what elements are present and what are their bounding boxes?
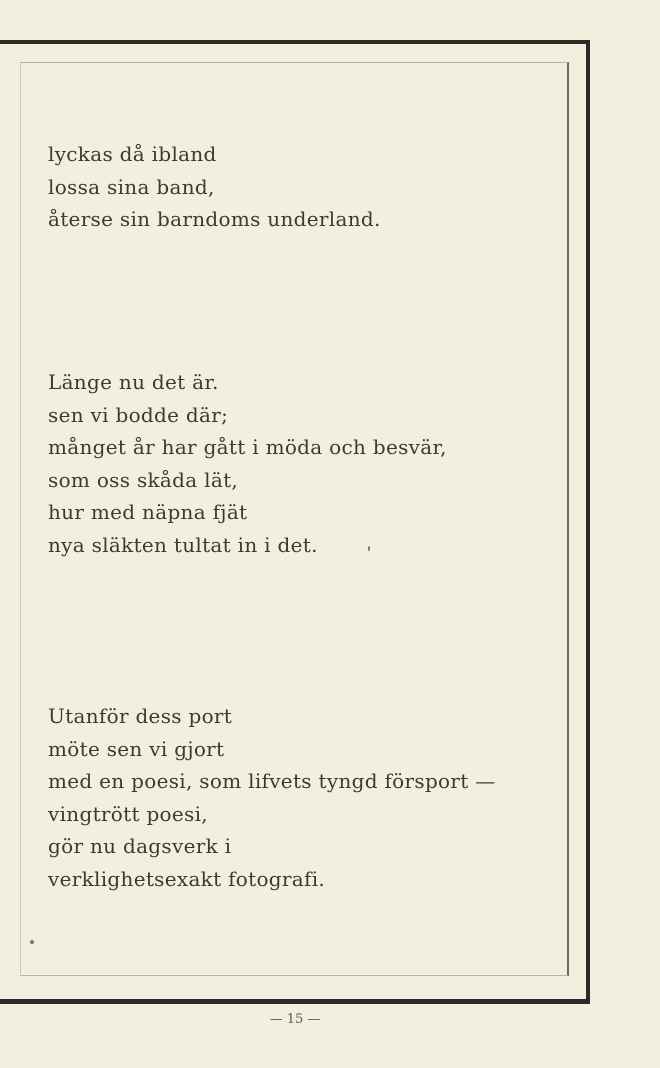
ink-speck <box>30 940 34 944</box>
stanza-1 <box>48 138 381 236</box>
ink-speck <box>368 546 370 551</box>
poem-line: månget år har gått i möda och besvär, <box>48 435 447 459</box>
stanza-2 <box>48 366 447 561</box>
poem-line: sen vi bodde där; <box>48 402 229 427</box>
page-number: — 15 — <box>269 1012 321 1027</box>
poem-line: verklighetsexakt fotografi. <box>48 866 326 891</box>
poem-line: möte sen vi gjort <box>48 736 225 761</box>
poem-line: vingtrött poesi, <box>48 801 208 826</box>
poem-line: lossa sina band, <box>48 174 215 199</box>
right-rule <box>586 40 590 1004</box>
poem-line: Länge nu det är. <box>48 370 219 394</box>
poem-line: med en poesi, som lifvets tyngd försport — <box>48 769 496 793</box>
bottom-rule <box>0 999 590 1004</box>
poem-line: hur med näpna fjät <box>48 500 248 524</box>
poem-line: nya släkten tultat in i det. <box>48 532 318 557</box>
poem-line: lyckas då ibland <box>48 142 217 166</box>
poem-line: gör nu dagsverk i <box>48 834 232 858</box>
poem-line: återse sin barndoms underland. <box>48 207 381 231</box>
poem-line: Utanför dess port <box>48 704 233 728</box>
top-rule <box>0 40 590 44</box>
stanza-3 <box>48 700 496 895</box>
poem-line: som oss skåda lät, <box>48 467 239 492</box>
